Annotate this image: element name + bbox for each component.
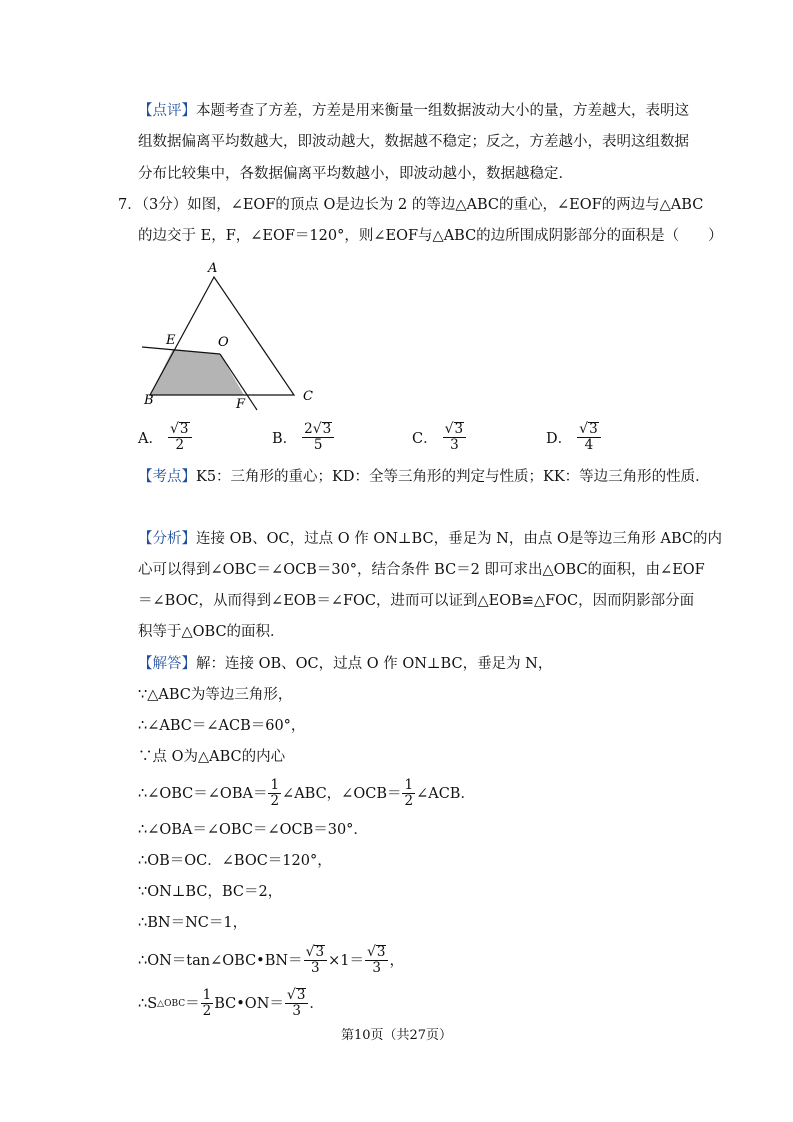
option-c[interactable]: C． √ 3 3 xyxy=(412,422,467,453)
label-C: C xyxy=(303,389,313,404)
solution-line-3: ∴∠ABC＝∠ACB＝60°， xyxy=(138,718,306,734)
knowledge-tag: 【考点】 xyxy=(138,469,196,485)
analysis-tag: 【分析】 xyxy=(138,531,196,547)
comment-line-2: 组数据偏离平均数越大，即波动越大，数据越不稳定；反之，方差越小，表明这组数据 xyxy=(138,134,689,150)
label-B: B xyxy=(144,393,154,408)
solution-line-6: ∴∠OBA＝∠OBC＝∠OCB＝30°． xyxy=(138,822,368,838)
question-line-1: 7．（3分）如图，∠EOF的顶点 O是边长为 2 的等边△ABC的重心，∠EOF的两边与△ABC xyxy=(118,197,704,213)
knowledge-line: 【考点】K5：三角形的重心；KD：全等三角形的判定与性质；KK：等边三角形的性质． xyxy=(138,469,710,485)
solution-tag: 【解答】 xyxy=(138,656,196,672)
solution-line-10: ∴ON＝tan∠OBC•BN＝ √ 3 3 ×1＝ √ 3 3 ， xyxy=(138,944,404,976)
label-F: F xyxy=(236,397,246,412)
page-footer: 第10页（共27页） xyxy=(340,1028,453,1043)
analysis-line-3: ＝∠BOC，从而得到∠EOB＝∠FOC，进而可以证到△EOB≌△FOC，因而阴影部分面 xyxy=(138,593,695,609)
option-d[interactable]: D． √ 3 4 xyxy=(546,422,602,453)
shaded-region xyxy=(150,349,244,395)
analysis-line-4: 积等于△OBC的面积． xyxy=(138,624,285,640)
question-line-2: 的边交于 E，F，∠EOF＝120°，则∠EOF与△ABC的边所围成阴影部分的面积是（ ） xyxy=(138,228,723,244)
analysis-line-1: 【分析】连接 OB、OC，过点 O 作 ON⊥BC，垂足为 N，由点 O是等边三角形 ABC的内 xyxy=(138,531,722,547)
option-b[interactable]: B． 2 √ 3 5 xyxy=(272,422,335,453)
analysis-line-2: 心可以得到∠OBC＝∠OCB＝30°，结合条件 BC＝2 即可求出△OBC的面积，由∠EOF xyxy=(138,562,705,578)
solution-line-4: ∵点 O为△ABC的内心 xyxy=(138,749,286,765)
comment-tag: 【点评】 xyxy=(138,103,196,119)
solution-line-11: ∴S △OBC ＝ $\frac{1}{2}$ BC•ON＝ √ 3 3 ． xyxy=(138,987,324,1019)
label-E: E xyxy=(166,333,176,348)
solution-line-1: 【解答】解：连接 OB、OC，过点 O 作 ON⊥BC，垂足为 N， xyxy=(138,656,553,672)
solution-line-8: ∵ON⊥BC，BC＝2， xyxy=(138,884,283,900)
comment-line-1: 【点评】本题考查了方差，方差是用来衡量一组数据波动大小的量，方差越大，表明这 xyxy=(138,103,689,119)
label-O: O xyxy=(218,335,229,350)
comment-line-3: 分布比较集中，各数据偏离平均数越小，即波动越小，数据越稳定． xyxy=(138,166,573,182)
option-a[interactable]: A． √ 3 2 xyxy=(138,422,193,453)
solution-line-9: ∴BN＝NC＝1， xyxy=(138,915,248,931)
solution-line-2: ∵△ABC为等边三角形， xyxy=(138,687,293,703)
solution-line-7: ∴OB＝OC．∠BOC＝120°， xyxy=(138,853,332,869)
triangle-figure xyxy=(138,258,318,418)
label-A: A xyxy=(208,261,218,276)
solution-line-5: ∴∠OBC＝∠OBA＝ $\frac{1}{2}$ ∠ABC，∠OCB＝ $\frac{1}{2}$ ∠ACB． xyxy=(138,777,475,809)
